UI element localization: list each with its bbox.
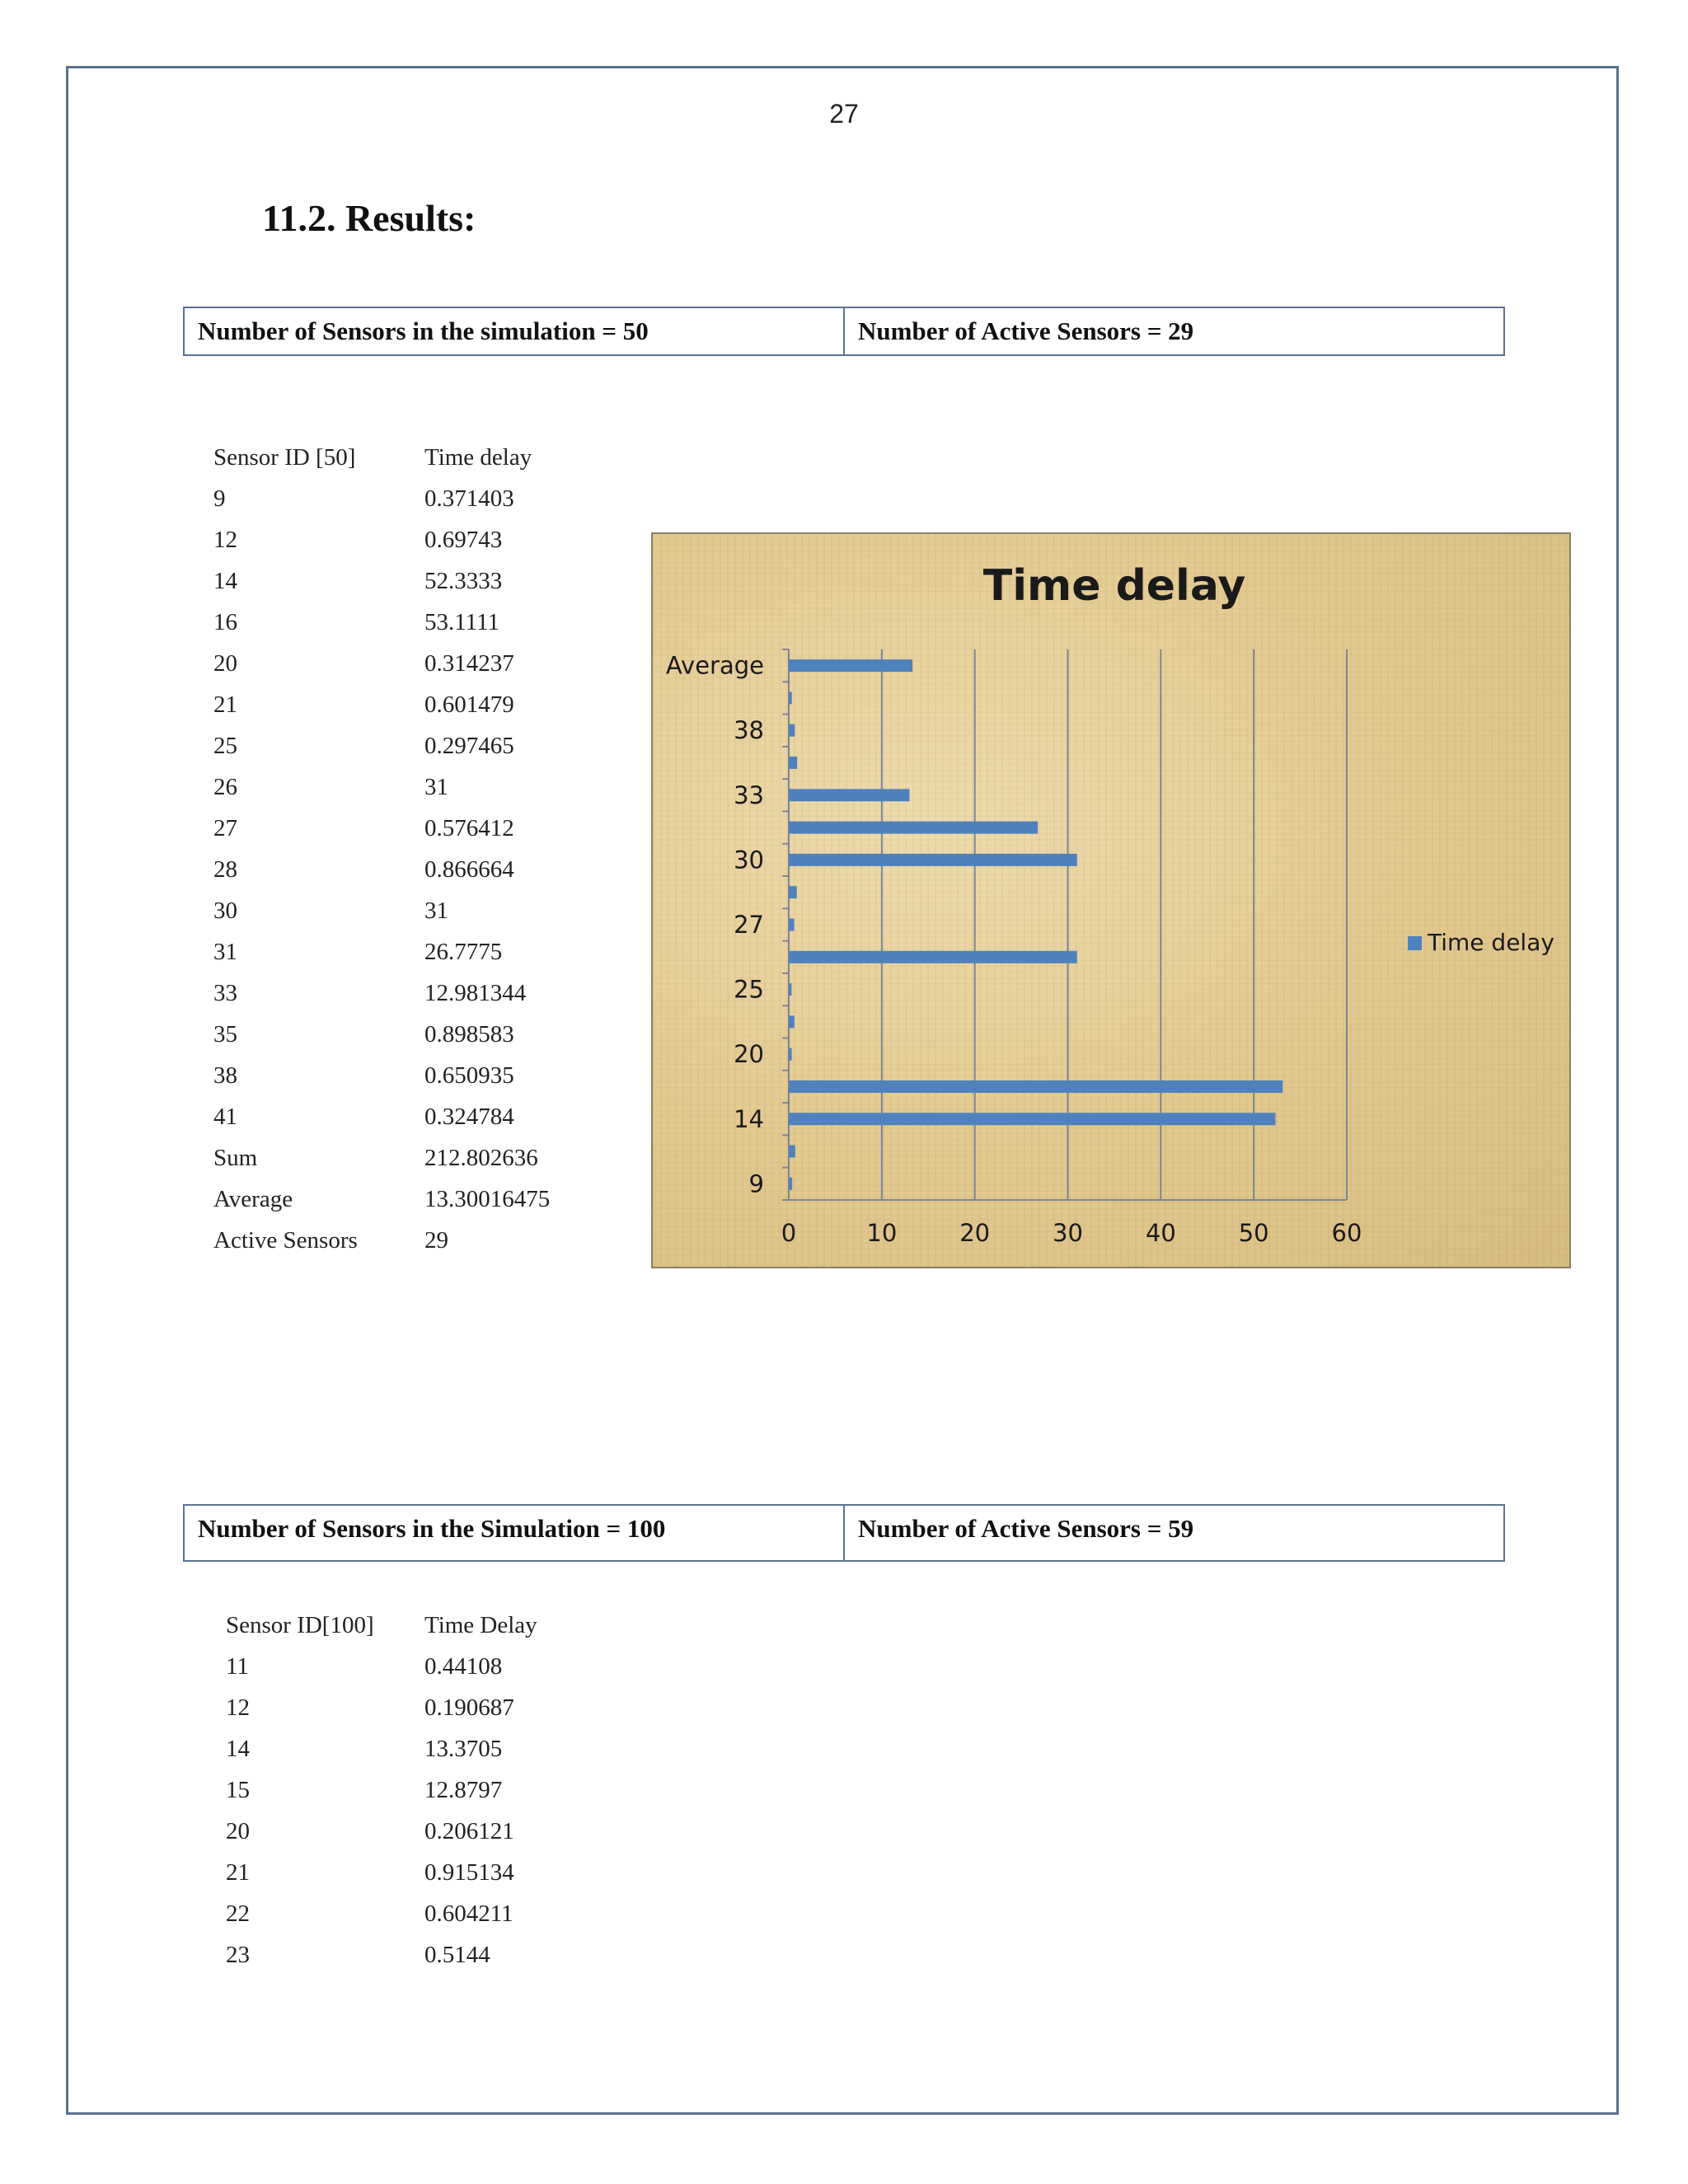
y-tick-label: 33 [734,780,764,809]
bar [789,724,795,737]
time-delay-cell: 52.3333 [424,568,503,594]
time-delay-cell: 0.898583 [424,1021,514,1047]
simulation-50-summary-table [183,307,1505,356]
bar [789,691,792,704]
time-delay-header: Time delay [424,444,532,471]
time-delay-cell: 0.604211 [424,1900,513,1927]
sensor-id-cell: 31 [213,939,237,965]
sensor-id-cell: 16 [213,609,237,635]
x-tick-label: 20 [959,1219,991,1247]
x-tick-label: 40 [1145,1219,1176,1247]
sensor-id-cell: 12 [226,1694,250,1721]
sensor-id-header: Sensor ID [50] [213,444,356,471]
legend-swatch [1408,936,1422,950]
active-sensors-cell [844,1505,1504,1561]
sensor-id-cell: 30 [213,898,237,924]
x-tick-label: 50 [1238,1219,1269,1247]
time-delay-chart [651,532,1571,1268]
sensor-id-cell: 25 [213,733,237,759]
sensor-id-cell: 9 [213,485,226,512]
x-tick-label: 30 [1053,1219,1083,1247]
total-sensors-label: Number of Sensors in the simulation = 50 [198,316,649,345]
sensor-id-cell: 14 [226,1736,250,1762]
y-tick-label: 25 [734,975,764,1004]
sensor-id-header: Sensor ID[100] [226,1612,374,1638]
bar [789,1146,795,1158]
time-delay-cell: 0.314237 [424,650,514,677]
time-delay-cell: 0.915134 [424,1859,514,1886]
y-tick-label: 9 [748,1169,764,1198]
time-delay-cell: 13.3705 [424,1736,503,1762]
time-delay-cell: 12.981344 [424,980,527,1006]
page-number: 27 [829,99,859,129]
time-delay-cell: 0.650935 [424,1062,514,1089]
x-tick-label: 60 [1331,1219,1362,1247]
bar [789,1178,792,1190]
total-sensors-label: Number of Sensors in the Simulation = 100 [198,1514,666,1543]
sensor-id-cell: 14 [213,568,237,594]
total-sensors-cell [184,1505,844,1561]
bar [789,1015,795,1028]
bar [789,1048,792,1061]
y-tick-label: Average [665,651,764,680]
bar [789,951,1077,963]
time-delay-cell: 0.866664 [424,856,514,883]
time-delay-cell: 26.7775 [424,939,503,965]
time-delay-header: Time Delay [424,1612,537,1638]
sensor-id-cell: 20 [213,650,237,677]
time-delay-chart-svg [653,534,1571,1268]
sensor-id-cell: 35 [213,1021,237,1047]
sensor-id-cell: 28 [213,856,237,883]
bar [789,983,791,996]
bar [789,659,912,672]
time-delay-cell: 0.576412 [424,815,514,841]
sensor-id-cell: Active Sensors [213,1227,358,1254]
bar [789,1080,1282,1093]
bar [789,1113,1275,1125]
sensor-id-cell: 15 [226,1777,250,1803]
bar [789,919,795,931]
time-delay-cell: 53.1111 [424,609,500,635]
time-delay-cell: 12.8797 [424,1777,503,1803]
sensor-id-cell: 27 [213,815,237,841]
sensor-id-cell: 12 [213,527,237,553]
time-delay-cell: 29 [424,1227,448,1254]
active-sensors-cell [844,307,1504,355]
y-tick-label: 14 [734,1104,764,1133]
section-heading: 11.2. Results: [262,197,476,239]
y-tick-label: 27 [734,911,764,939]
active-sensors-label: Number of Active Sensors = 29 [858,316,1194,345]
sensor-id-cell: 33 [213,980,237,1006]
time-delay-cell: 0.44108 [424,1653,503,1680]
simulation-100-summary-table [183,1504,1505,1562]
sensor-id-cell: 11 [226,1653,249,1680]
y-tick-label: 30 [734,846,764,874]
x-tick-label: 10 [866,1219,898,1247]
time-delay-cell: 0.371403 [424,485,514,512]
sensor-id-cell: 21 [213,691,237,718]
sensor-id-cell: 23 [226,1942,250,1968]
bar [789,822,1038,834]
time-delay-cell: 13.30016475 [424,1186,551,1212]
bar [789,886,797,898]
y-tick-label: 20 [734,1040,764,1069]
time-delay-cell: 31 [424,898,448,924]
sensor-id-cell: 20 [226,1818,250,1844]
time-delay-cell: 0.324784 [424,1104,514,1130]
time-delay-cell: 0.190687 [424,1694,514,1721]
sensor-id-cell: 38 [213,1062,237,1089]
time-delay-cell: 0.69743 [424,527,503,553]
bar [789,757,797,769]
x-tick-label: 0 [781,1219,797,1247]
y-tick-label: 38 [734,716,764,745]
active-sensors-label: Number of Active Sensors = 59 [858,1514,1194,1543]
sensor-id-cell: 22 [226,1900,250,1927]
sensor-id-cell: 26 [213,774,237,800]
chart-title: Time delay [982,561,1246,611]
time-delay-cell: 212.802636 [424,1145,538,1171]
sensor-id-cell: 21 [226,1859,250,1886]
time-delay-cell: 31 [424,774,448,800]
sensor-id-cell: 41 [213,1104,237,1130]
time-delay-cell: 0.601479 [424,691,514,718]
sensor-id-cell: Sum [213,1145,258,1171]
time-delay-cell: 0.297465 [424,733,514,759]
time-delay-cell: 0.206121 [424,1818,514,1844]
bar [789,854,1077,866]
bar [789,789,909,801]
total-sensors-cell [184,307,844,355]
legend-label: Time delay [1428,929,1554,956]
time-delay-cell: 0.5144 [424,1942,490,1968]
sensor-id-cell: Average [213,1186,293,1212]
